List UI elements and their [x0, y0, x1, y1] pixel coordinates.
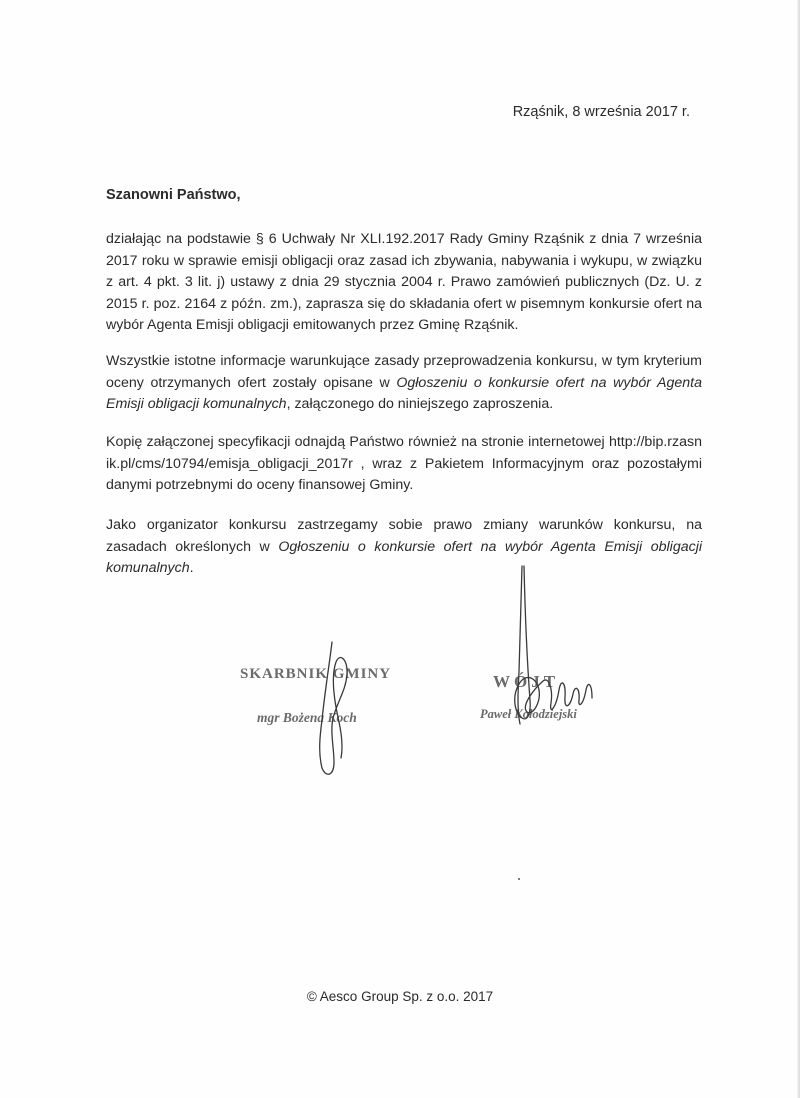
treasurer-stamp-title: SKARBNIK GMINY: [240, 666, 392, 682]
paragraph-criteria-tail: , załączonego do niniejszego zaproszenia.: [286, 396, 554, 412]
paragraph-reservation-text: Jako organizator konkursu zastrzegamy sobie prawo zmiany warunków konkursu, na zasadach określonych w: [106, 517, 702, 555]
letter-salutation: Szanowni Państwo,: [106, 187, 241, 203]
paragraph-invitation: działając na podstawie § 6 Uchwały Nr XLI.192.2017 Rady Gminy Rząśnik z dnia 7 września 2017 roku w sprawie emisji obligacji oraz zasad ich zbywania, nabywania i wykupu, w związku z art. 4 pkt. 3 lit. j) ustawy z dnia 29 stycznia 2004 r. Prawo zamówień publicznych (Dz. U. z 2015 r. poz. 2164 z późn. zm.), zaprasza się do składania ofert w pisemnym konkursie ofert na wybór Agenta Emisji obligacji emitowanych przez Gminę Rząśnik.: [106, 231, 702, 333]
paragraph-website-text: Kopię załączonej specyfikacji odnajdą Państwo również na stronie internetowej: [106, 434, 609, 450]
mayor-signature: [515, 566, 592, 724]
footer-copyright: © Aesco Group Sp. z o.o. 2017: [306, 989, 494, 1004]
paragraph-reservation-tail: .: [189, 560, 194, 576]
treasurer-stamp-name: mgr Bożena Koch: [257, 710, 357, 725]
announcement-reference-2: Ogłoszeniu o konkursie ofert na wybór Agenta Emisji obligacji komunalnych: [106, 538, 703, 576]
mayor-stamp-title: WÓJT: [493, 672, 560, 691]
announcement-reference: Ogłoszeniu o konkursie ofert na wybór Agenta Emisji obligacji komunalnych: [106, 374, 702, 412]
website-url: http://bip.rzasnik.pl/cms/10794/emisja_obligacji_2017r: [106, 434, 702, 472]
treasurer-signature: [320, 642, 347, 774]
mayor-stamp-name: Paweł Kołodziejski: [480, 707, 577, 721]
letter-date: Rząśnik, 8 września 2017 r.: [512, 104, 690, 120]
paragraph-criteria-text: Wszystkie istotne informacje warunkujące zasady przeprowadzenia konkursu, w tym kryterium oceny otrzymanych ofert zostały opisane w: [106, 353, 702, 391]
paragraph-website-tail: , wraz z Pakietem Informacyjnym oraz pozostałymi danymi potrzebnymi do oceny finansowej Gminy.: [106, 455, 702, 493]
scan-speck: [518, 878, 520, 880]
